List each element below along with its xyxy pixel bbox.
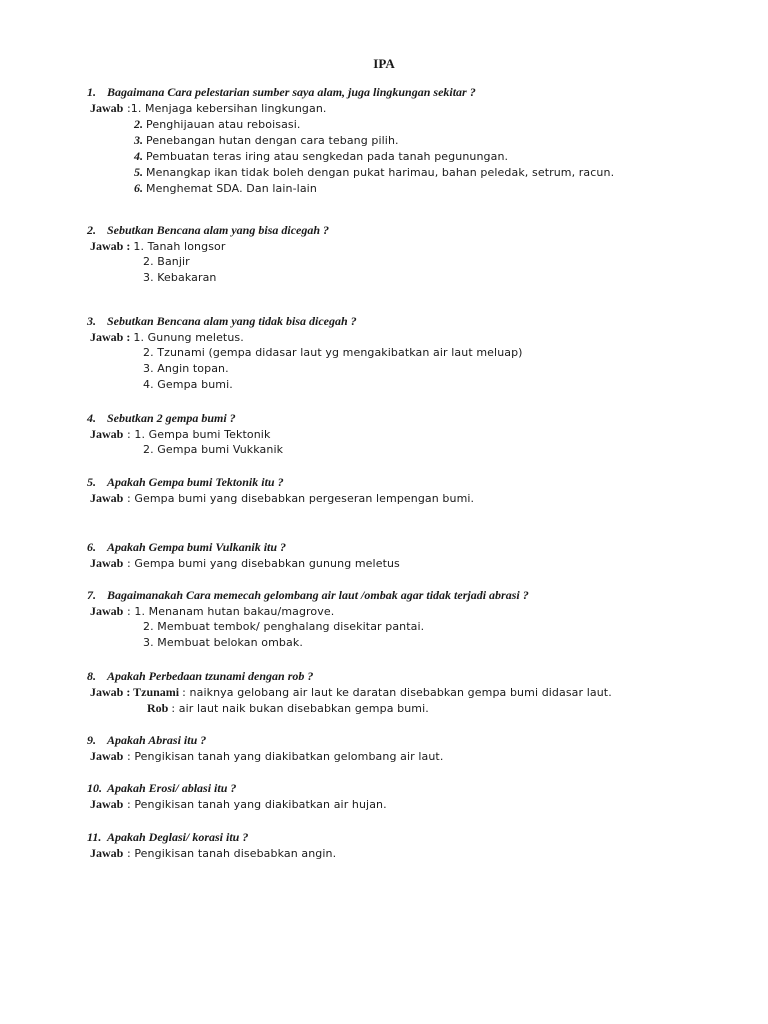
question-9: 9. Apakah Abrasi itu ?: [87, 733, 207, 747]
question-3: 3. Sebutkan Bencana alam yang tidak bisa dicegah ?: [87, 314, 357, 328]
answer-item: 4. Pembuatan teras iring atau sengkedan pada tanah pegunungan.: [134, 149, 509, 163]
answer-item: 3. Angin topan.: [143, 362, 229, 375]
answer-11: Jawab : Pengikisan tanah disebabkan angin.: [90, 846, 337, 860]
answer-item: 5. Menangkap ikan tidak boleh dengan pukat harimau, bahan peledak, setrum, racun.: [134, 165, 615, 179]
answer-2: Jawab : 1. Tanah longsor: [90, 239, 226, 253]
answer-label: Jawab: [90, 101, 124, 115]
answer-5: Jawab : Gempa bumi yang disebabkan pergeseran lempengan bumi.: [90, 491, 475, 505]
answer-item: 2. Banjir: [143, 255, 190, 268]
answer-item: Rob : air laut naik bukan disebabkan gempa bumi.: [147, 701, 429, 715]
answer-item: 1. Menjaga kebersihan lingkungan.: [130, 102, 327, 115]
answer-item: 2. Membuat tembok/ penghalang disekitar pantai.: [143, 620, 425, 633]
answer-item: 2. Gempa bumi Vukkanik: [143, 443, 284, 456]
answer-4: Jawab : 1. Gempa bumi Tektonik: [90, 427, 271, 441]
answer-item: 6. Menghemat SDA. Dan lain-lain: [134, 181, 317, 195]
question-5: 5. Apakah Gempa bumi Tektonik itu ?: [87, 475, 284, 489]
term-tzunami: Tzunami: [133, 685, 180, 699]
answer-6: Jawab : Gempa bumi yang disebabkan gunung meletus: [90, 556, 400, 570]
question-11: 11. Apakah Deglasi/ korasi itu ?: [87, 830, 249, 844]
question-10: 10. Apakah Erosi/ ablasi itu ?: [87, 781, 237, 795]
question-2: 2. Sebutkan Bencana alam yang bisa dicegah ?: [87, 223, 330, 237]
question-1: [87, 84, 476, 100]
term-rob: Rob: [147, 701, 169, 715]
answer-1: Jawab :1. Menjaga kebersihan lingkungan.: [90, 101, 327, 115]
answer-8: Jawab : Tzunami : naiknya gelobang air laut ke daratan disebabkan gempa bumi didasar laut.: [90, 685, 612, 699]
answer-item: 3. Penebangan hutan dengan cara tebang pilih.: [134, 133, 399, 147]
answer-10: Jawab : Pengikisan tanah yang diakibatkan air hujan.: [90, 797, 387, 811]
document-title: IPA: [373, 56, 395, 71]
question-6: 6. Apakah Gempa bumi Vulkanik itu ?: [87, 540, 287, 554]
answer-item: 3. Kebakaran: [143, 271, 217, 284]
answer-3: Jawab : 1. Gunung meletus.: [90, 330, 244, 344]
answer-9: Jawab : Pengikisan tanah yang diakibatkan gelombang air laut.: [90, 749, 444, 763]
question-8: 8. Apakah Perbedaan tzunami dengan rob ?: [87, 669, 314, 683]
question-4: 4. Sebutkan 2 gempa bumi ?: [87, 411, 236, 425]
question-text: Bagaimana Cara pelestarian sumber saya alam, juga lingkungan sekitar ?: [107, 85, 476, 99]
question-number: 1.: [87, 85, 96, 99]
answer-item: 4. Gempa bumi.: [143, 378, 233, 391]
answer-7: Jawab : 1. Menanam hutan bakau/magrove.: [90, 604, 335, 618]
answer-item: 2. Tzunami (gempa didasar laut yg mengakibatkan air laut meluap): [143, 346, 523, 359]
answer-item: 3. Membuat belokan ombak.: [143, 636, 303, 649]
question-7: 7. Bagaimanakah Cara memecah gelombang air laut /ombak agar tidak terjadi abrasi ?: [87, 588, 529, 602]
answer-item: 2. Penghijauan atau reboisasi.: [134, 117, 301, 131]
